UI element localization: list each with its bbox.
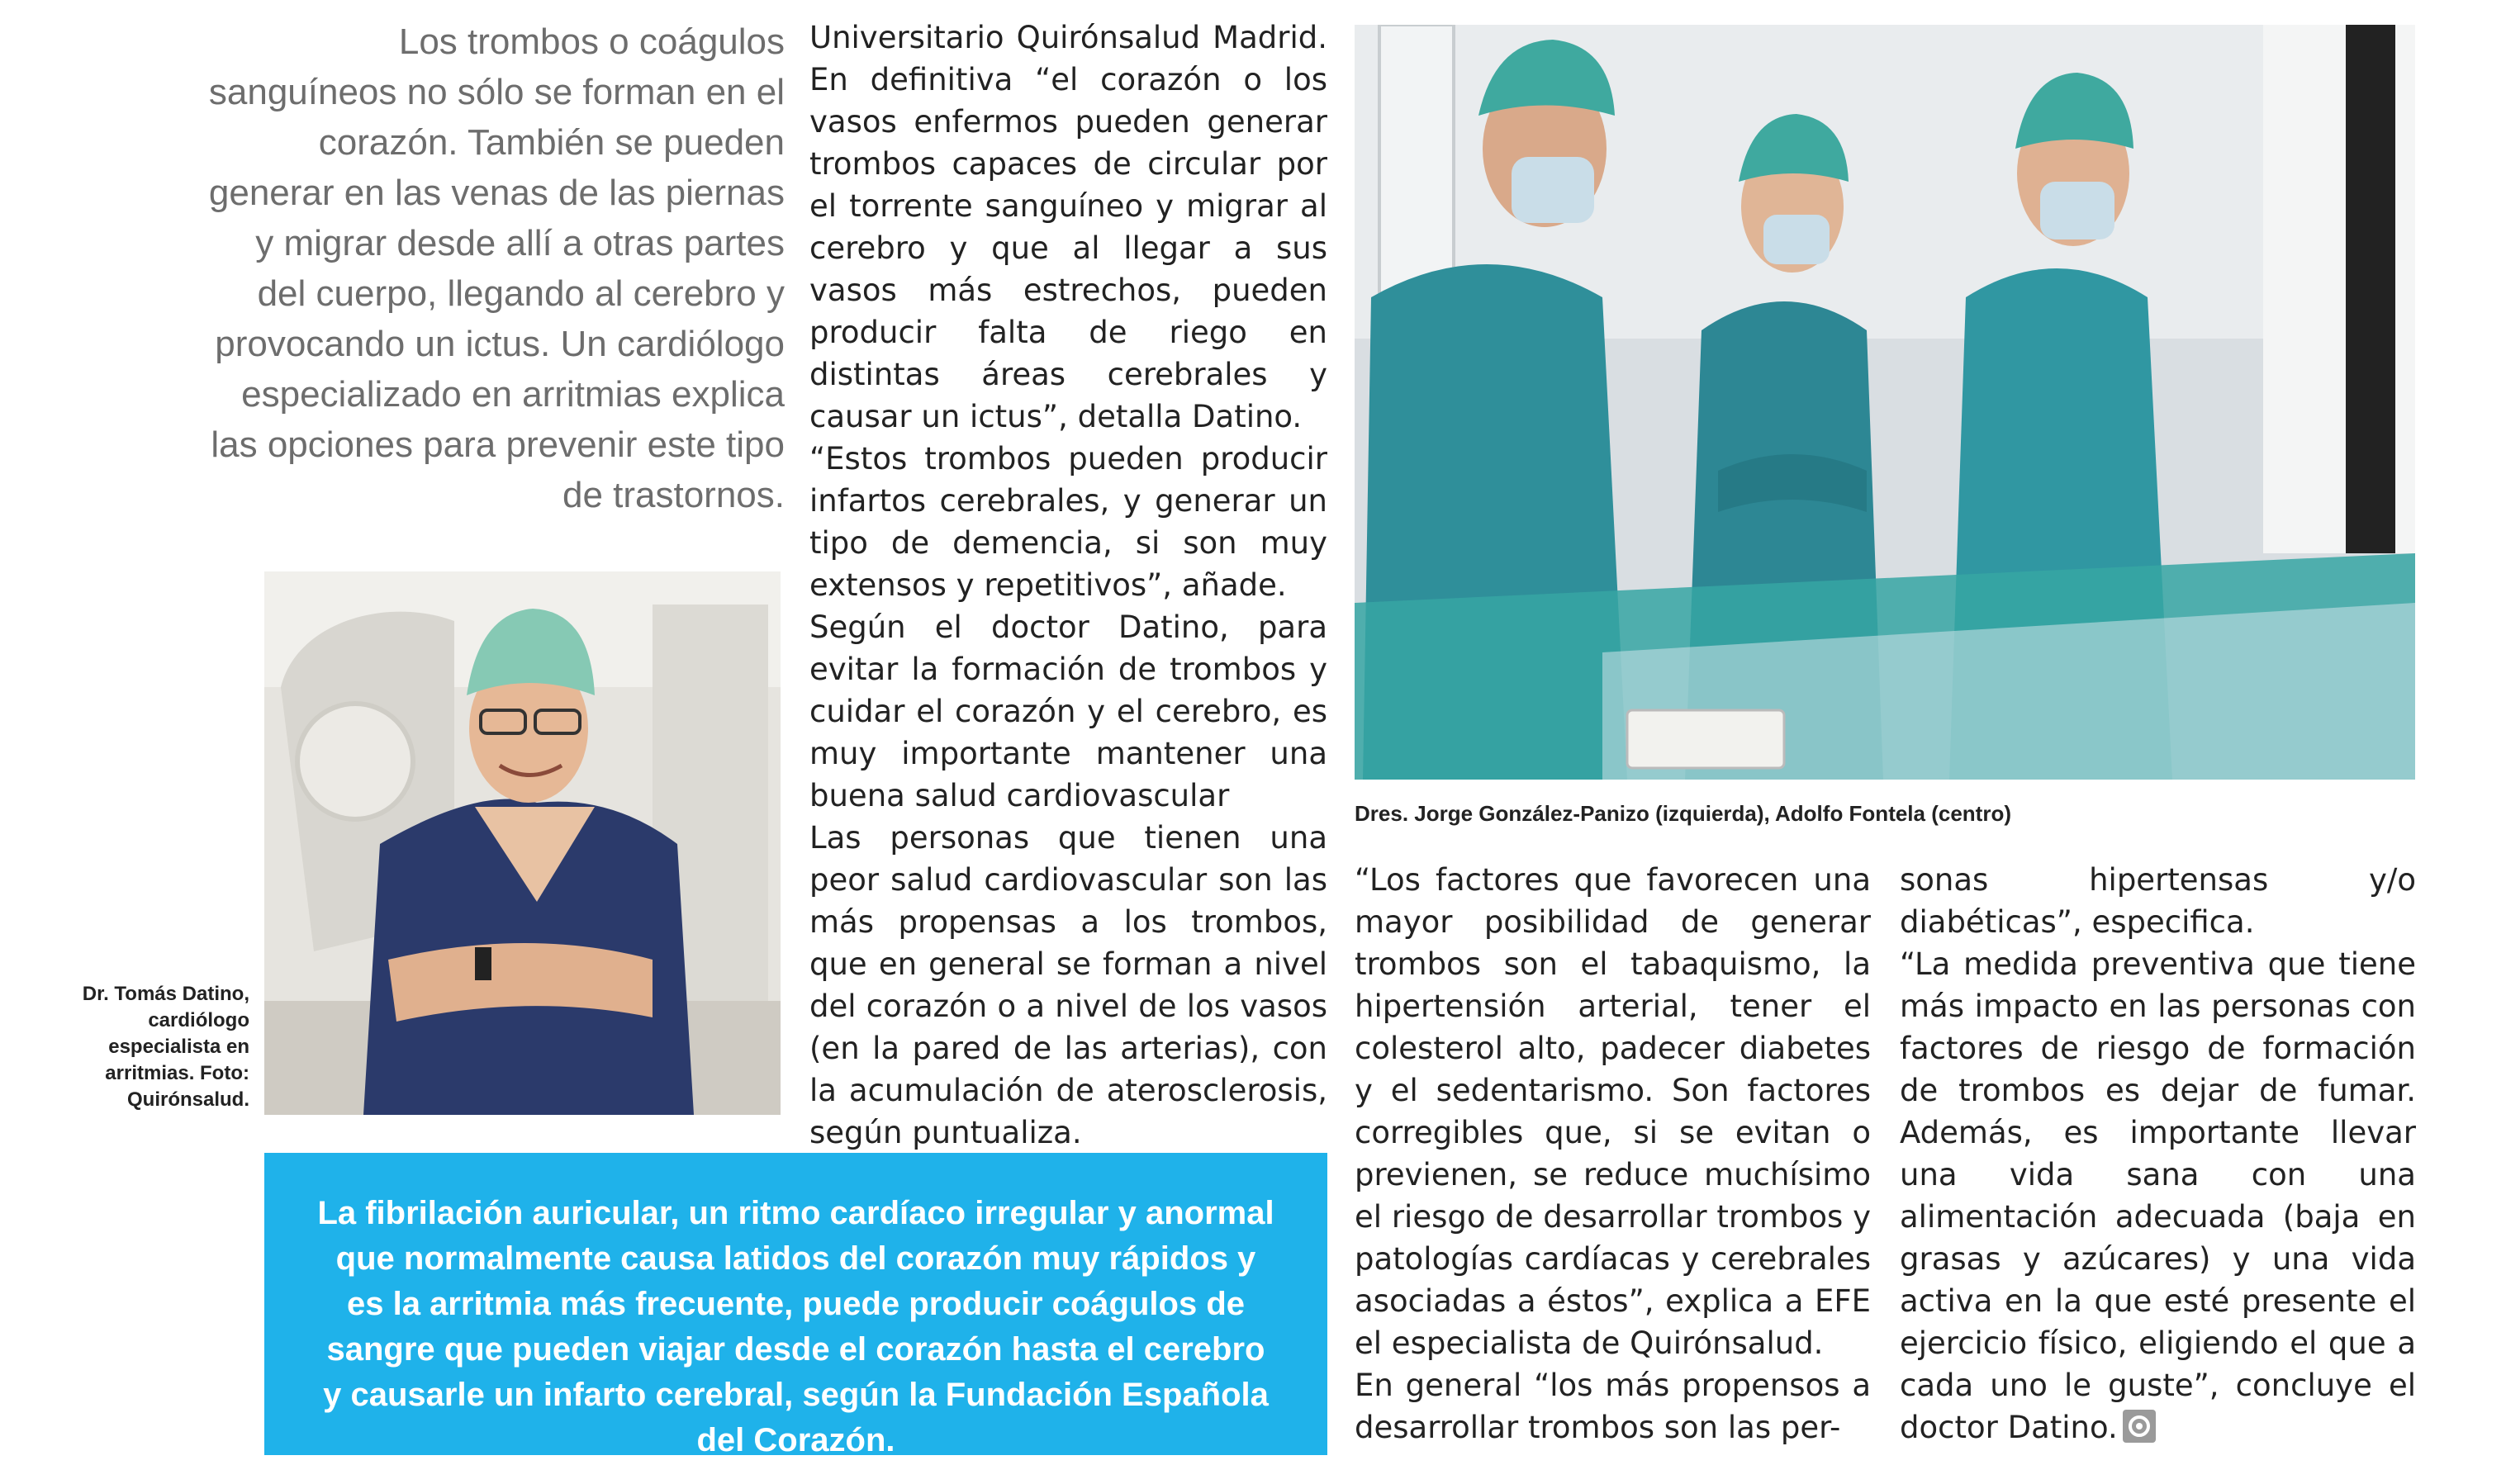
paragraph: Según el doctor Datino, para evitar la formación de trombos y cuidar el corazón y el cerebro, es muy importante mantener una buena salud cardiovascular	[809, 609, 1327, 813]
paragraph: En general “los más propensos a desarrollar trombos son las per-	[1355, 1368, 1871, 1445]
end-of-article-icon	[2123, 1410, 2156, 1443]
paragraph: “Los factores que favorecen una mayor posibilidad de generar trombos son el tabaquismo, la hipertensión arterial, tener el colesterol alto, padecer diabetes y el sedentarismo. Son factores corregibles que, si se evitan o previenen, se reduce muchísimo el riesgo de desarrollar trombos y patologías cardíacas y cerebrales asociadas a éstos”, explica a EFE el especialista de Quirónsalud.	[1355, 862, 1871, 1361]
paragraph: Universitario Quirónsalud Madrid. En definitiva “el corazón o los vasos enfermos pueden generar trombos capaces de circular por el torrente sanguíneo y migrar al cerebro y que al llegar a sus vasos más estrechos, pueden producir falta de riego en distintas áreas cerebrales y causar un ictus”, detalla Datino.	[809, 20, 1327, 434]
surgical-team-illustration	[1355, 25, 2415, 780]
surgical-team-photo	[1355, 25, 2415, 780]
article-lead: Los trombos o coágulos sanguíneos no sólo se forman en el corazón. También se pueden generar en las venas de las piernas y migrar desde allí a otras partes del cuerpo, llegando al cerebro y provocando un ictus. Un cardiólogo especializado en arritmias explica las opciones para prevenir este tipo de trastornos.	[208, 21, 785, 515]
doctor-portrait-caption: Dr. Tomás Datino, cardiólogo especialista en arritmias. Foto: Quirónsalud.	[82, 983, 249, 1111]
paragraph: sonas hipertensas y/o diabéticas”, especifica.	[1900, 862, 2416, 940]
article-column-middle	[809, 17, 1327, 1154]
surgical-team-caption: Dres. Jorge González-Panizo (izquierda), Adolfo Fontela (centro)	[1355, 801, 2011, 826]
paragraph	[1900, 943, 2416, 1448]
doctor-portrait-photo	[264, 571, 781, 1115]
paragraph-text: “La medida preventiva que tiene más impacto en las personas con factores de riesgo de formación de trombos es dejar de fumar. Además, es importante llevar una vida sana con una alimentación adecuada (baja en grasas y azúcares) y una vida activa en la que esté presente el ejercicio físico, eligiendo el que a cada uno le guste”, concluye el doctor Datino.	[1900, 946, 2416, 1445]
article-column-right-2	[1900, 859, 2416, 1448]
callout-box	[264, 1153, 1327, 1458]
callout-text: La fibrilación auricular, un ritmo cardíaco irregular y anormal que normalmente causa latidos del corazón muy rápidos y es la arritmia más frecuente, puede producir coágulos de sangre que pueden viajar desde el corazón hasta el cerebro y causarle un infarto cerebral, según la Fundación Española del Corazón.	[317, 1195, 1274, 1458]
paragraph: “Estos trombos pueden producir infartos cerebrales, y generar un tipo de demencia, si son muy extensos y repetitivos”, añade.	[809, 441, 1327, 603]
doctor-portrait-illustration	[264, 571, 781, 1115]
paragraph: Las personas que tienen una peor salud cardiovascular son las más propensas a los trombos, que en general se forman a nivel del corazón o a nivel de los vasos (en la pared de las arterias), con la acumulación de aterosclerosis, según puntualiza.	[809, 820, 1327, 1150]
article-column-right-1	[1355, 859, 1871, 1448]
